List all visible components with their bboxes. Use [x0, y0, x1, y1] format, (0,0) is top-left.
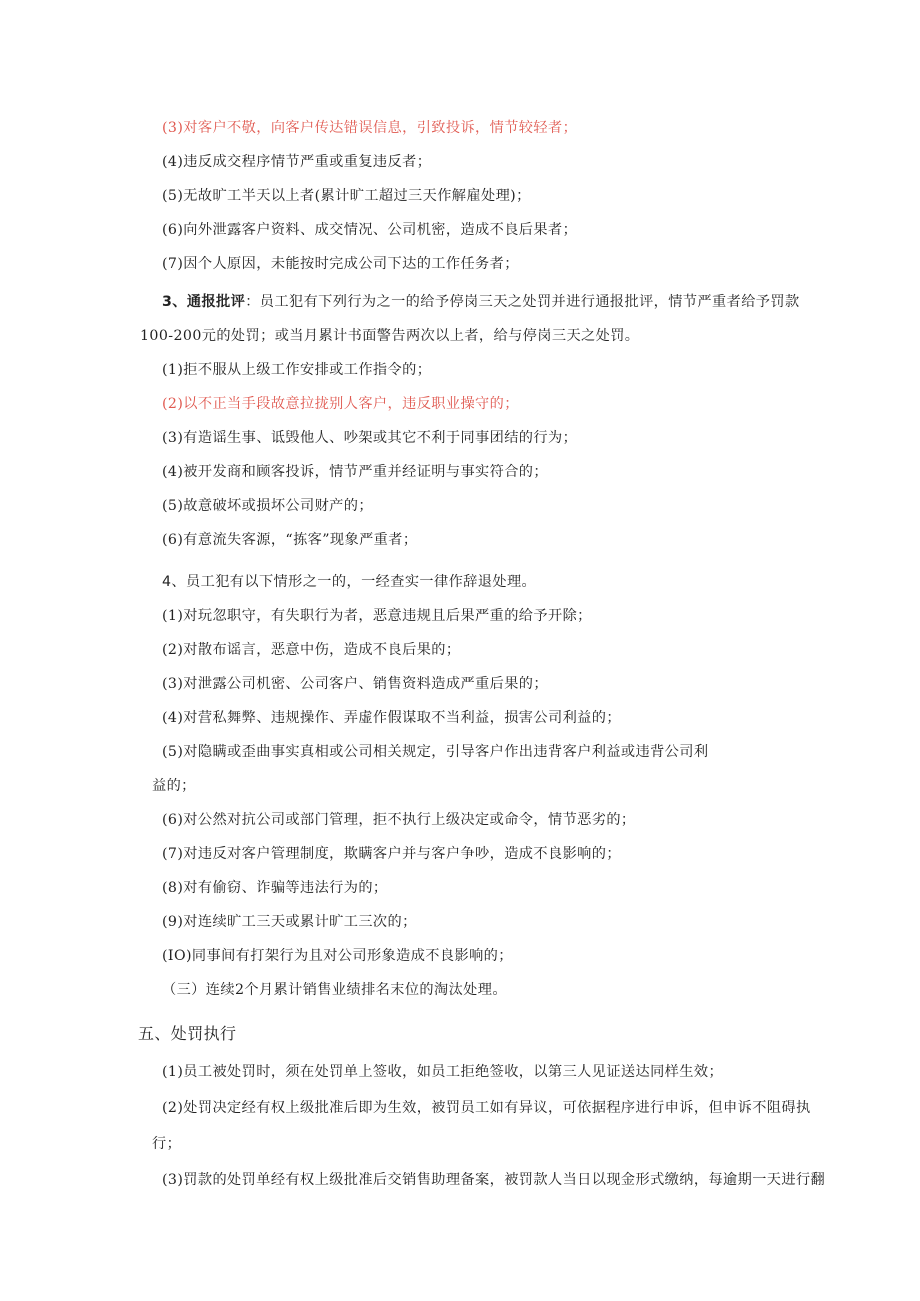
list-item: (3)对客户不敬，向客户传达错误信息，引致投诉，情节较轻者；: [162, 120, 578, 136]
list-item: (9)对连续旷工三天或累计旷工三次的；: [162, 914, 417, 930]
list-item: (2)处罚决定经有权上级批准后即为生效，被罚员工如有异议，可依据程序进行申诉，但申诉不阻碍执: [162, 1100, 811, 1116]
list-item: (3)对泄露公司机密、公司客户、销售资料造成严重后果的；: [162, 676, 548, 692]
list-item: (5)对隐瞒或歪曲事实真相或公司相关规定，引导客户作出违背客户利益或违背公司利: [162, 744, 709, 760]
section4-title: 4、员工犯有以下情形之一的，一经查实一律作辞退处理。: [162, 574, 537, 590]
list-item: (5)故意破坏或损坏公司财产的；: [162, 498, 373, 514]
list-item: (IO)同事间有打架行为且对公司形象造成不良影响的；: [162, 948, 513, 964]
list-item: (4)违反成交程序情节严重或重复违反者；: [162, 154, 432, 170]
section5-heading: 五、处罚执行: [138, 1024, 237, 1043]
list-item: (3)有造谣生事、诋毁他人、吵架或其它不利于同事团结的行为；: [162, 430, 578, 446]
section3-text-cont: 100-200元的处罚；或当月累计书面警告两次以上者，给与停岗三天之处罚。: [140, 328, 640, 344]
list-item: (7)对违反对客户管理制度，欺瞒客户并与客户争吵，造成不良影响的；: [162, 846, 621, 862]
list-item: (5)无故旷工半天以上者(累计旷工超过三天作解雇处理)；: [162, 188, 531, 204]
list-item: (3)罚款的处罚单经有权上级批准后交销售助理备案，被罚款人当日以现金形式缴纳，每逾期一天进行翻: [162, 1172, 826, 1188]
list-item: (6)向外泄露客户资料、成交情况、公司机密，造成不良后果者；: [162, 222, 578, 238]
section3-text: ：员工犯有下列行为之一的给予停岗三天之处罚并进行通报批评，情节严重者给予罚款: [245, 294, 800, 310]
list-item-cont: 行；: [152, 1136, 182, 1152]
list-item: (4)对营私舞弊、违规操作、弄虚作假谋取不当利益，损害公司利益的；: [162, 710, 621, 726]
list-item: (7)因个人原因，未能按时完成公司下达的工作任务者；: [162, 256, 519, 272]
list-item: (1)员工被处罚时，须在处罚单上签收，如员工拒绝签收，以第三人见证送达同样生效；: [162, 1064, 724, 1080]
list-item: (1)拒不服从上级工作安排或工作指令的；: [162, 362, 432, 378]
section3-title: 3、通报批评: [162, 294, 246, 310]
list-item: (1)对玩忽职守，有失职行为者，恶意违规且后果严重的给予开除；: [162, 608, 592, 624]
list-item: (6)对公然对抗公司或部门管理，拒不执行上级决定或命令，情节恶劣的；: [162, 812, 636, 828]
list-item: （三）连续2个月累计销售业绩排名末位的淘汰处理。: [162, 982, 507, 998]
list-item: (8)对有偷窃、诈骗等违法行为的；: [162, 880, 388, 896]
section3-paragraph: [162, 292, 800, 312]
list-item-cont: 益的；: [152, 778, 196, 794]
list-item: (6)有意流失客源，“拣客”现象严重者；: [162, 532, 418, 548]
list-item: (4)被开发商和顾客投诉，情节严重并经证明与事实符合的；: [162, 464, 548, 480]
list-item: (2)以不正当手段故意拉拢别人客户，违反职业操守的；: [162, 396, 519, 412]
list-item: (2)对散布谣言，恶意中伤，造成不良后果的；: [162, 642, 461, 658]
